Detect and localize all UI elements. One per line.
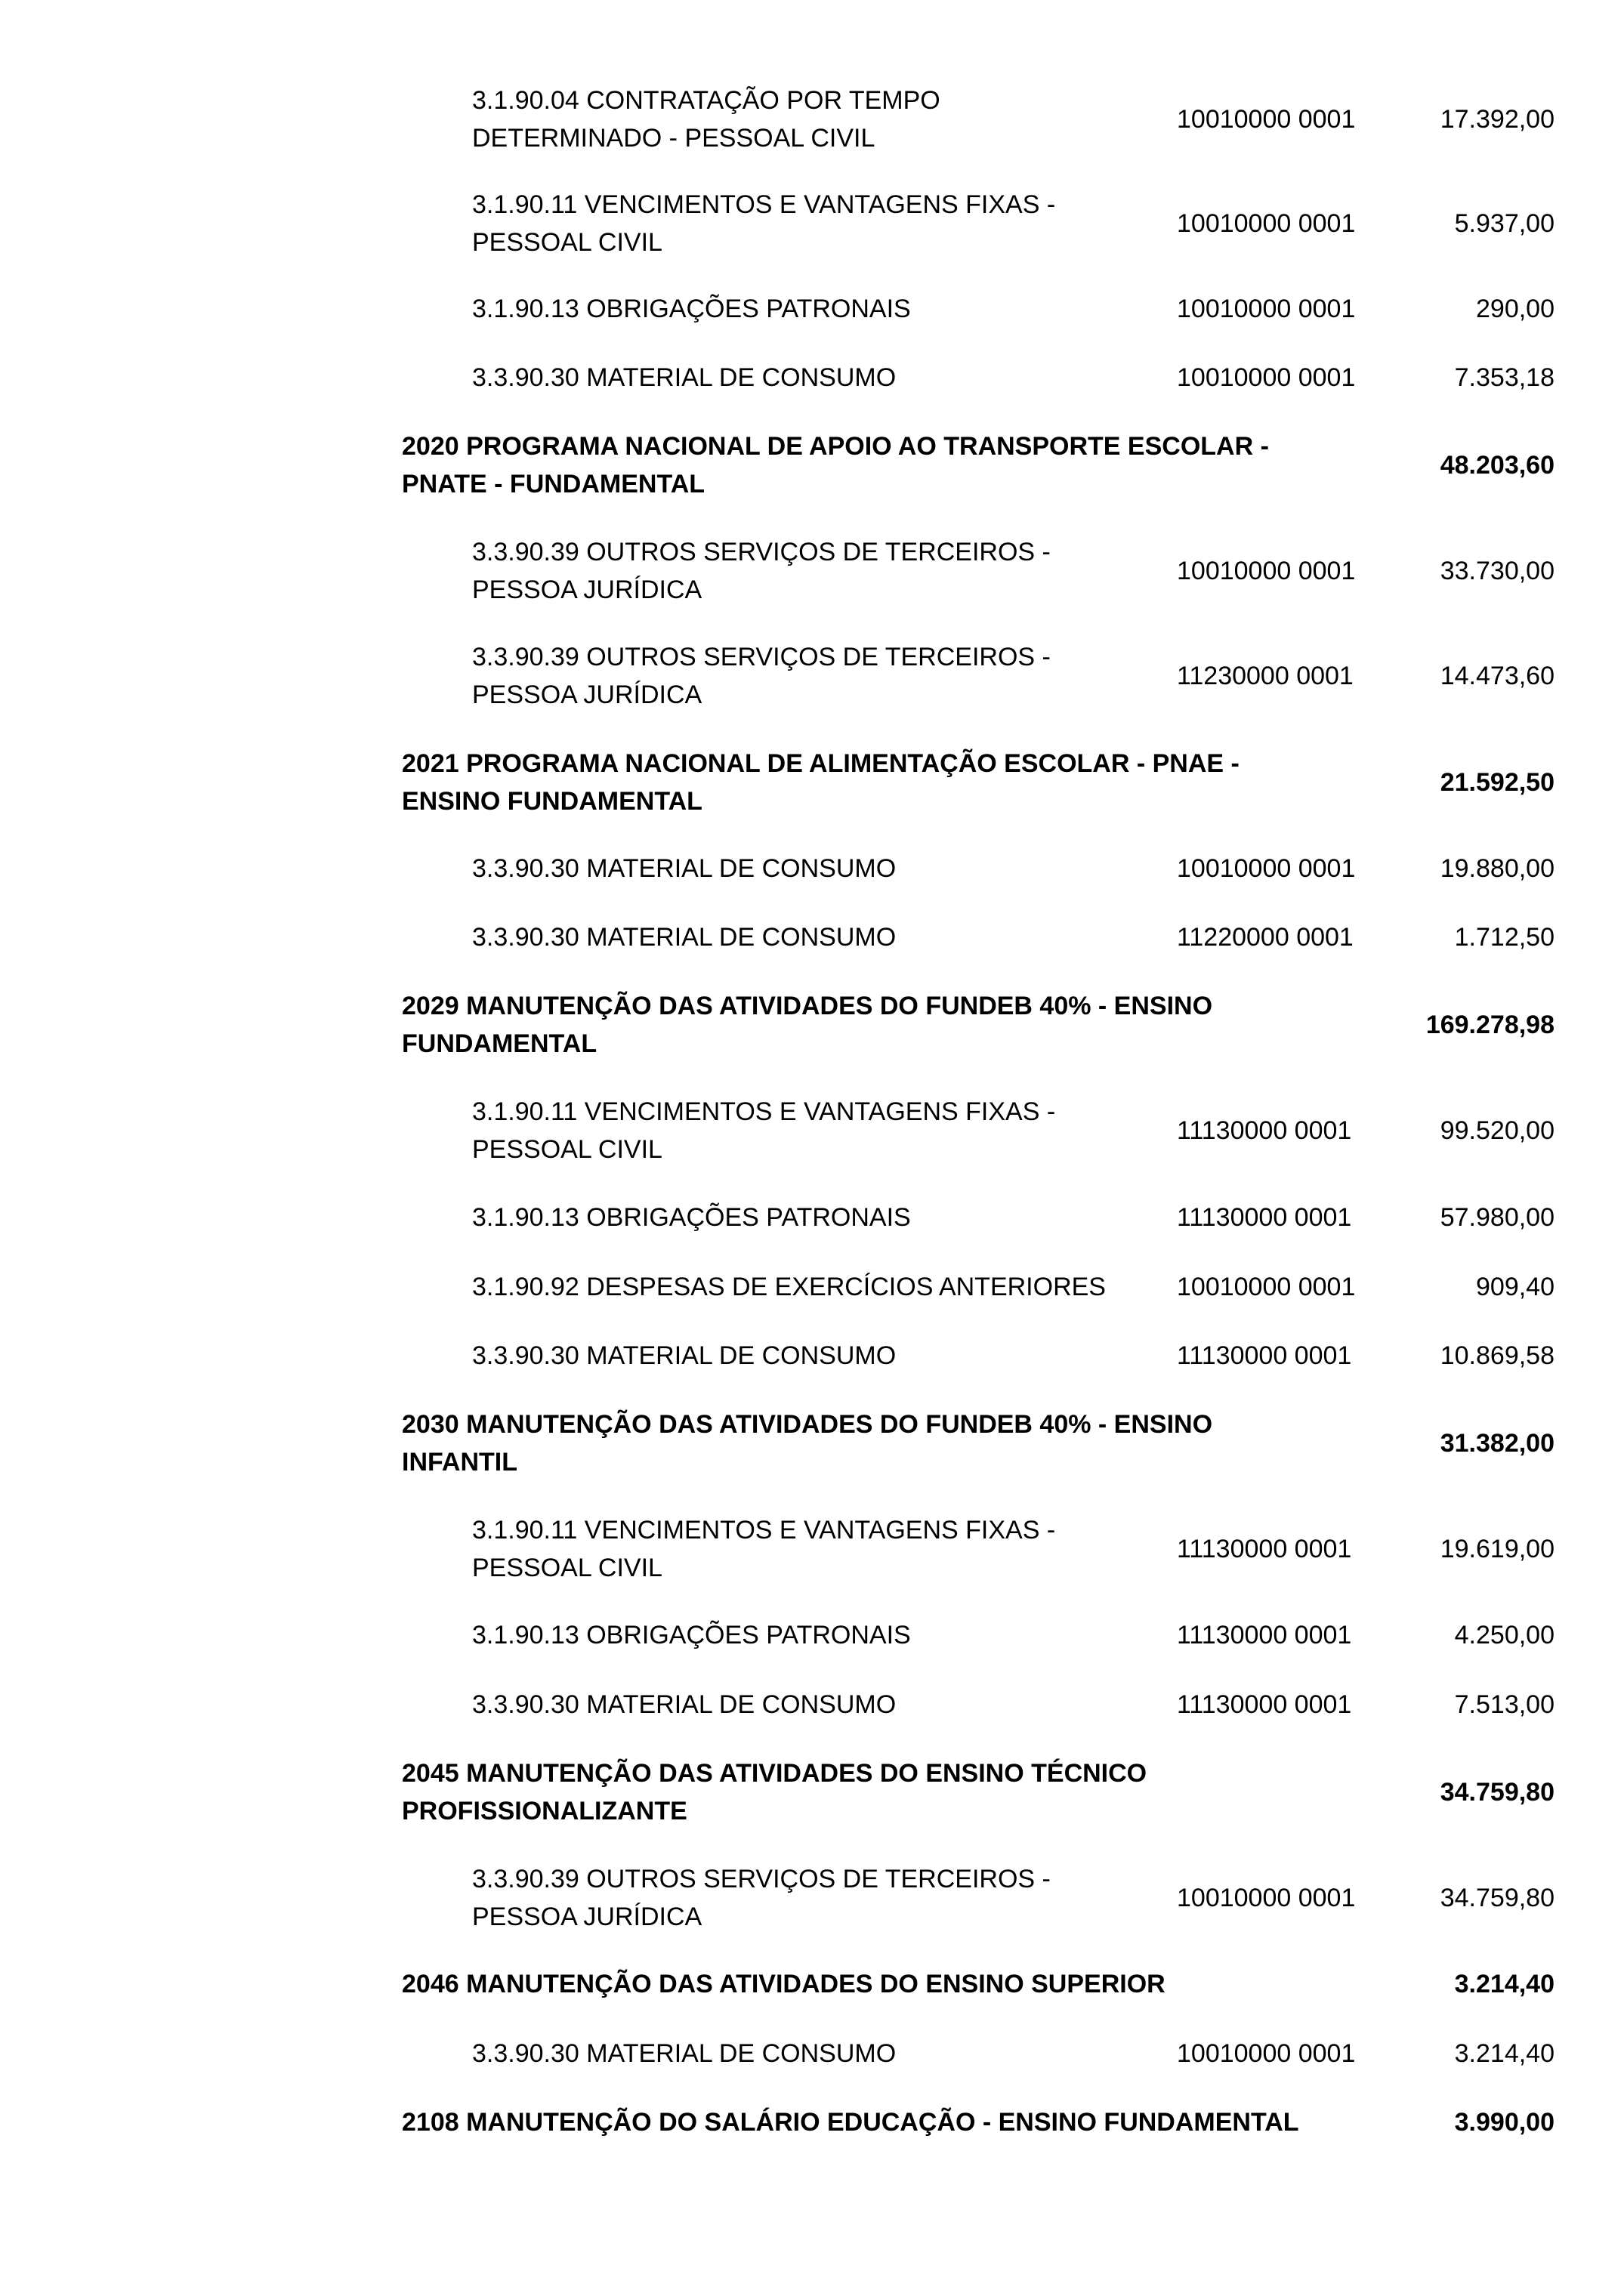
expense-item-row (0, 1093, 1555, 1168)
description-line: 3.1.90.13 OBRIGAÇÕES PATRONAIS (472, 1621, 911, 1649)
item-description (472, 1860, 1167, 1936)
action-total: 21.592,50 (1440, 768, 1555, 797)
description-line: 2046 MANUTENÇÃO DAS ATIVIDADES DO ENSINO SUPERIOR (402, 1970, 1166, 1998)
item-description (472, 918, 1167, 956)
action-row (0, 745, 1555, 820)
description-line: 3.1.90.11 VENCIMENTOS E VANTAGENS FIXAS - (472, 1097, 1056, 1126)
action-total: 31.382,00 (1440, 1429, 1555, 1458)
resource-code: 10010000 0001 (1177, 295, 1356, 323)
resource-code: 10010000 0001 (1177, 854, 1356, 883)
description-line: 3.1.90.13 OBRIGAÇÕES PATRONAIS (472, 295, 911, 323)
item-amount: 1.712,50 (1454, 923, 1555, 952)
expense-item-row (0, 918, 1555, 956)
description-line: 3.3.90.30 MATERIAL DE CONSUMO (472, 923, 897, 952)
expense-item-row (0, 2035, 1555, 2072)
action-description (402, 427, 1399, 503)
action-description (402, 1754, 1399, 1830)
action-row (0, 1406, 1555, 1481)
item-description (472, 290, 1167, 328)
expense-item-row (0, 1860, 1555, 1936)
item-description (472, 1511, 1167, 1587)
item-description (472, 2035, 1167, 2072)
description-line: 3.1.90.04 CONTRATAÇÃO POR TEMPO (472, 86, 940, 115)
item-description (472, 1616, 1167, 1654)
description-line: 2029 MANUTENÇÃO DAS ATIVIDADES DO FUNDEB 40% - ENSINO (402, 992, 1213, 1020)
item-amount: 7.513,00 (1454, 1690, 1555, 1719)
description-line: 2021 PROGRAMA NACIONAL DE ALIMENTAÇÃO ESCOLAR - PNAE - (402, 749, 1240, 778)
item-amount: 99.520,00 (1440, 1116, 1555, 1145)
expense-item-row (0, 186, 1555, 261)
item-description (472, 359, 1167, 397)
description-line: PESSOAL CIVIL (472, 1554, 662, 1582)
expense-item-row (0, 1268, 1555, 1306)
item-description (472, 1093, 1167, 1168)
description-line: 3.1.90.11 VENCIMENTOS E VANTAGENS FIXAS - (472, 190, 1056, 219)
item-description (472, 1686, 1167, 1724)
description-line: FUNDAMENTAL (402, 1029, 597, 1058)
action-row (0, 427, 1555, 503)
description-line: 3.3.90.39 OUTROS SERVIÇOS DE TERCEIROS - (472, 643, 1051, 671)
description-line: 2108 MANUTENÇÃO DO SALÁRIO EDUCAÇÃO - ENSINO FUNDAMENTAL (402, 2108, 1299, 2137)
description-line: PROFISSIONALIZANTE (402, 1797, 687, 1825)
item-amount: 19.619,00 (1440, 1535, 1555, 1563)
resource-code: 11230000 0001 (1177, 662, 1354, 690)
description-line: PNATE - FUNDAMENTAL (402, 470, 705, 498)
item-amount: 33.730,00 (1440, 557, 1555, 585)
expense-item-row (0, 1337, 1555, 1375)
description-line: 2030 MANUTENÇÃO DAS ATIVIDADES DO FUNDEB 40% - ENSINO (402, 1410, 1213, 1439)
expense-item-row (0, 1686, 1555, 1724)
description-line: 2020 PROGRAMA NACIONAL DE APOIO AO TRANSPORTE ESCOLAR - (402, 432, 1269, 461)
description-line: 3.3.90.30 MATERIAL DE CONSUMO (472, 1690, 897, 1719)
action-total: 3.990,00 (1454, 2108, 1555, 2137)
description-line: 3.3.90.39 OUTROS SERVIÇOS DE TERCEIROS - (472, 538, 1051, 566)
item-amount: 7.353,18 (1454, 363, 1555, 392)
action-total: 34.759,80 (1440, 1778, 1555, 1807)
item-amount: 10.869,58 (1440, 1341, 1555, 1370)
item-amount: 909,40 (1476, 1273, 1555, 1301)
resource-code: 11130000 0001 (1177, 1535, 1352, 1563)
resource-code: 11220000 0001 (1177, 923, 1354, 952)
action-description (402, 745, 1399, 820)
item-amount: 5.937,00 (1454, 209, 1555, 238)
description-line: PESSOA JURÍDICA (472, 576, 702, 604)
resource-code: 11130000 0001 (1177, 1203, 1352, 1232)
description-line: PESSOAL CIVIL (472, 1135, 662, 1164)
action-total: 48.203,60 (1440, 451, 1555, 480)
resource-code: 10010000 0001 (1177, 557, 1356, 585)
expense-item-row (0, 1616, 1555, 1654)
action-row (0, 1965, 1555, 2003)
action-row (0, 2103, 1555, 2141)
action-total: 169.278,98 (1425, 1011, 1555, 1039)
item-amount: 3.214,40 (1454, 2039, 1555, 2068)
item-amount: 34.759,80 (1440, 1884, 1555, 1912)
item-description (472, 533, 1167, 609)
item-description (472, 186, 1167, 261)
item-amount: 290,00 (1476, 295, 1555, 323)
resource-code: 10010000 0001 (1177, 2039, 1356, 2068)
expense-item-row (0, 1199, 1555, 1236)
action-description (402, 1965, 1399, 2003)
expense-item-row (0, 359, 1555, 397)
description-line: 3.1.90.92 DESPESAS DE EXERCÍCIOS ANTERIORES (472, 1273, 1106, 1301)
action-row (0, 987, 1555, 1063)
description-line: ENSINO FUNDAMENTAL (402, 787, 702, 816)
description-line: PESSOA JURÍDICA (472, 680, 702, 709)
action-description (402, 987, 1399, 1063)
item-description (472, 1199, 1167, 1236)
description-line: 3.3.90.30 MATERIAL DE CONSUMO (472, 1341, 897, 1370)
resource-code: 10010000 0001 (1177, 363, 1356, 392)
description-line: 2045 MANUTENÇÃO DAS ATIVIDADES DO ENSINO TÉCNICO (402, 1759, 1147, 1788)
resource-code: 11130000 0001 (1177, 1116, 1352, 1145)
item-description (472, 82, 1167, 157)
action-description (402, 1406, 1399, 1481)
item-description (472, 638, 1167, 714)
item-amount: 14.473,60 (1440, 662, 1555, 690)
action-description (402, 2103, 1399, 2141)
resource-code: 10010000 0001 (1177, 1273, 1356, 1301)
description-line: 3.1.90.13 OBRIGAÇÕES PATRONAIS (472, 1203, 911, 1232)
description-line: 3.1.90.11 VENCIMENTOS E VANTAGENS FIXAS - (472, 1516, 1056, 1545)
description-line: 3.3.90.30 MATERIAL DE CONSUMO (472, 2039, 897, 2068)
description-line: 3.3.90.39 OUTROS SERVIÇOS DE TERCEIROS - (472, 1865, 1051, 1893)
item-description (472, 850, 1167, 887)
resource-code: 10010000 0001 (1177, 105, 1356, 134)
description-line: 3.3.90.30 MATERIAL DE CONSUMO (472, 363, 897, 392)
expense-item-row (0, 533, 1555, 609)
resource-code: 10010000 0001 (1177, 1884, 1356, 1912)
item-amount: 19.880,00 (1440, 854, 1555, 883)
expense-item-row (0, 638, 1555, 714)
expense-item-row (0, 850, 1555, 887)
description-line: PESSOAL CIVIL (472, 228, 662, 257)
item-description (472, 1337, 1167, 1375)
item-description (472, 1268, 1167, 1306)
item-amount: 17.392,00 (1440, 105, 1555, 134)
expense-item-row (0, 1511, 1555, 1587)
description-line: PESSOA JURÍDICA (472, 1903, 702, 1931)
item-amount: 4.250,00 (1454, 1621, 1555, 1649)
description-line: INFANTIL (402, 1448, 517, 1477)
action-row (0, 1754, 1555, 1830)
description-line: DETERMINADO - PESSOAL CIVIL (472, 124, 875, 153)
action-total: 3.214,40 (1454, 1970, 1555, 1998)
description-line: 3.3.90.30 MATERIAL DE CONSUMO (472, 854, 897, 883)
expense-item-row (0, 290, 1555, 328)
resource-code: 11130000 0001 (1177, 1690, 1352, 1719)
expense-item-row (0, 82, 1555, 157)
resource-code: 10010000 0001 (1177, 209, 1356, 238)
resource-code: 11130000 0001 (1177, 1621, 1352, 1649)
resource-code: 11130000 0001 (1177, 1341, 1352, 1370)
item-amount: 57.980,00 (1440, 1203, 1555, 1232)
